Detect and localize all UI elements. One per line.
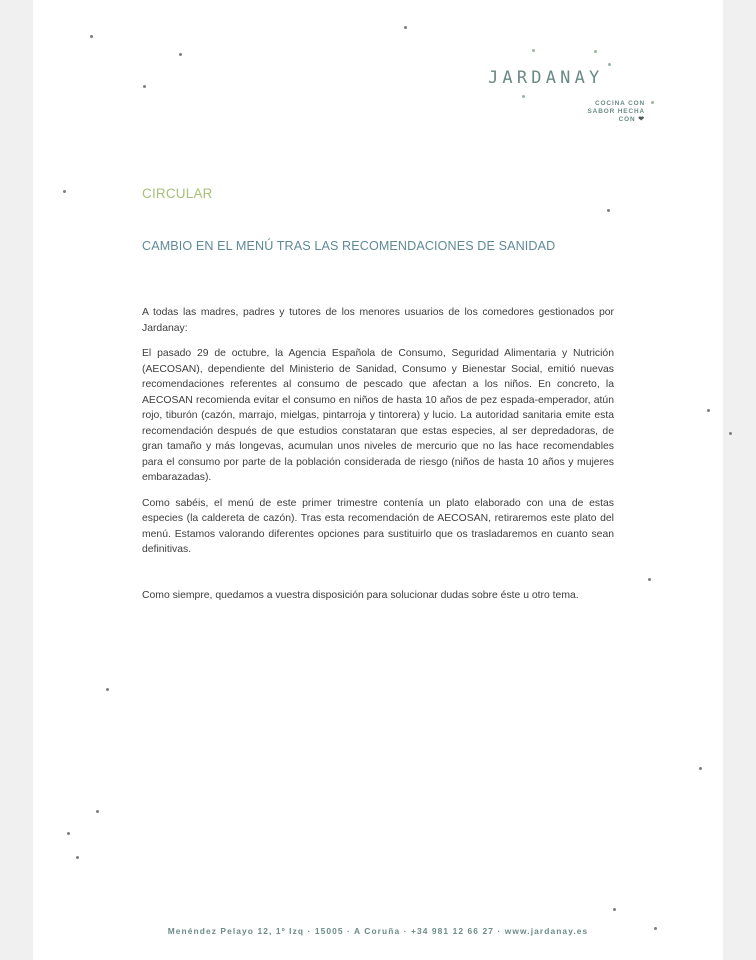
heart-icon: ❤ <box>638 115 645 123</box>
body-paragraph: A todas las madres, padres y tutores de los menores usuarios de los comedores gestionados por Jardanay: <box>142 307 614 334</box>
decor-dot <box>143 85 146 88</box>
document-label: CIRCULAR <box>142 186 213 201</box>
document-body <box>142 305 614 568</box>
body-paragraph: Como sabéis, el menú de este primer trimestre contenía un plato elaborado con una de estas especies (la caldereta de cazón). Tras esta recomendación de AECOSAN, retiraremos este plato del menú. Estamos valorando diferentes opciones para sustituirlo que os trasladaremos en cuanto sean definitivas. <box>142 497 614 555</box>
decor-dot <box>76 856 79 859</box>
decor-dot <box>67 832 70 835</box>
closing-line: Como siempre, quedamos a vuestra disposición para solucionar dudas sobre éste u otro tema. <box>142 590 579 601</box>
document-title: CAMBIO EN EL MENÚ TRAS LAS RECOMENDACIONES DE SANIDAD <box>142 239 556 253</box>
decor-dot <box>651 101 654 104</box>
brand-name: JARDANAY <box>488 68 604 88</box>
footer-address: Menéndez Pelayo 12, 1º Izq · 15005 · A Coruña · +34 981 12 66 27 · www.jardanay.es <box>167 926 589 936</box>
decor-dot <box>179 53 182 56</box>
brand-tagline <box>575 100 645 123</box>
tagline-line-3: CON <box>618 115 636 123</box>
tagline-line-3-wrap <box>575 116 645 124</box>
decor-dot <box>654 927 657 930</box>
decor-dot <box>608 63 611 66</box>
decor-dot <box>699 767 702 770</box>
tagline-line-1: COCINA CON <box>595 100 645 107</box>
tagline-line-2: SABOR HECHA <box>587 107 645 115</box>
decor-dot <box>613 908 616 911</box>
decor-dot <box>106 688 109 691</box>
decor-dot <box>522 95 525 98</box>
decor-dot <box>607 209 610 212</box>
decor-dot <box>729 432 732 435</box>
decor-dot <box>594 50 597 53</box>
decor-dot <box>532 49 535 52</box>
decor-dot <box>96 810 99 813</box>
decor-dot <box>648 578 651 581</box>
decor-dot <box>404 26 407 29</box>
decor-dot <box>90 35 93 38</box>
decor-dot <box>707 409 710 412</box>
body-paragraph: El pasado 29 de octubre, la Agencia Española de Consumo, Seguridad Alimentaria y Nutrición (AECOSAN), dependiente del Ministerio de Sanidad, Consumo y Bienestar Social, emitió nuevas recomendaciones referentes al consumo de pescado que afectan a los niños. En concreto, la AECOSAN recomienda evitar el consumo en niños de hasta 10 años de pez espada-emperador, atún rojo, tiburón (cazón, marrajo, mielgas, pintarroja y tintorera) y lucio. La autoridad sanitaria emite esta recomendación después de que estudios constataran que estas especies, al ser depredadoras, de gran tamaño y más longevas, acumulan unos niveles de mercurio que no las hace recomendables para el consumo por parte de la población considerada de riesgo (niños de hasta 10 años y mujeres embarazadas). <box>142 348 614 483</box>
decor-dot <box>63 190 66 193</box>
